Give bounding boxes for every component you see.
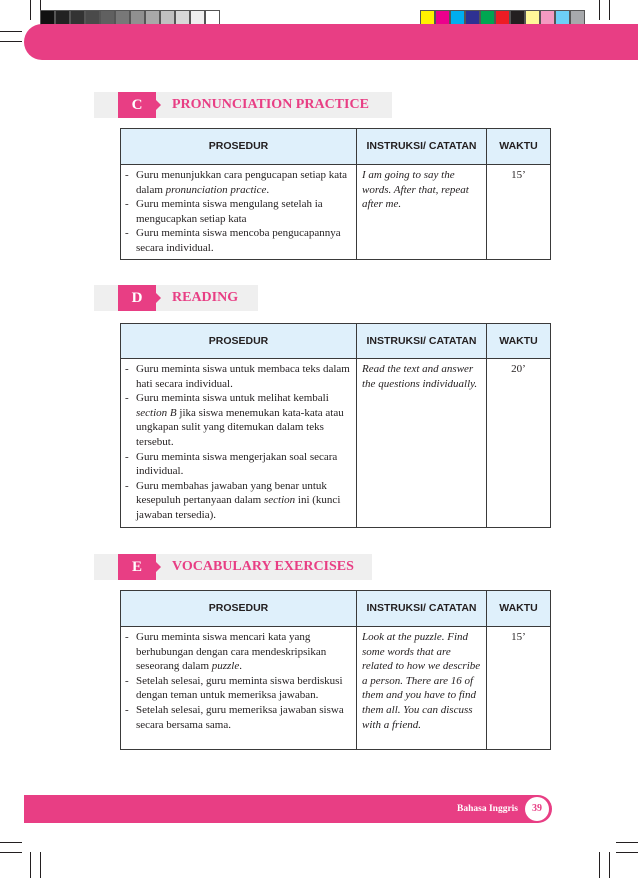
crop-mark — [609, 852, 610, 878]
header-waktu: WAKTU — [487, 591, 551, 627]
section-title: VOCABULARY EXERCISES — [172, 559, 354, 574]
chevron-right-icon — [156, 562, 161, 572]
crop-mark — [599, 0, 600, 20]
procedure-item: - Setelah selesai, guru meminta siswa berdiskusi dengan teman untuk memeriksa jawaban. — [125, 674, 352, 703]
procedure-cell — [121, 359, 357, 528]
lesson-table-d — [120, 323, 551, 528]
chevron-right-icon — [156, 100, 161, 110]
time-cell: 15’ — [487, 165, 551, 260]
lesson-table-c — [120, 128, 551, 260]
procedure-list — [125, 362, 352, 523]
instruction-cell: Read the text and answer the questions individually. — [357, 359, 487, 528]
footer-book-title: Bahasa Inggris — [457, 804, 518, 814]
procedure-cell — [121, 627, 357, 750]
header-waktu: WAKTU — [487, 129, 551, 165]
header-instruksi: INSTRUKSI/ CATATAN — [357, 324, 487, 359]
chevron-right-icon — [156, 293, 161, 303]
section-title: PRONUNCIATION PRACTICE — [172, 97, 369, 112]
section-heading-d — [94, 285, 258, 311]
section-title: READING — [172, 290, 239, 305]
crop-mark — [609, 0, 610, 20]
crop-mark — [0, 852, 22, 853]
section-letter: D — [118, 285, 156, 311]
procedure-item: - Guru meminta siswa mengulang setelah ia mengucapkan setiap kata — [125, 197, 352, 226]
procedure-list — [125, 630, 352, 732]
time-cell: 20’ — [487, 359, 551, 528]
procedure-item: - Guru membahas jawaban yang benar untuk kesepuluh pertanyaan dalam section ini (kunci jawaban tersedia). — [125, 479, 352, 523]
crop-mark — [30, 852, 31, 878]
procedure-cell — [121, 165, 357, 260]
procedure-item: - Guru meminta siswa untuk melihat kembali section B jika siswa menemukan kata-kata atau ungkapan sulit yang ditemukan dalam teks tersebut. — [125, 391, 352, 449]
header-prosedur: PROSEDUR — [121, 591, 357, 627]
section-letter: E — [118, 554, 156, 580]
section-letter: C — [118, 92, 156, 118]
crop-mark — [40, 852, 41, 878]
time-cell: 15’ — [487, 627, 551, 750]
procedure-item: - Guru meminta siswa untuk membaca teks dalam hati secara individual. — [125, 362, 352, 391]
crop-mark — [599, 852, 600, 878]
header-waktu: WAKTU — [487, 324, 551, 359]
header-instruksi: INSTRUKSI/ CATATAN — [357, 591, 487, 627]
crop-mark — [30, 0, 31, 20]
crop-mark — [0, 31, 22, 32]
instruction-cell: I am going to say the words. After that, repeat after me. — [357, 165, 487, 260]
section-heading-e — [94, 554, 372, 580]
header-prosedur: PROSEDUR — [121, 129, 357, 165]
procedure-item: - Guru meminta siswa mencoba pengucapannya secara individual. — [125, 226, 352, 255]
instruction-cell: Look at the puzzle. Find some words that are related to how we describe a person. There are 16 of them and you have to find them all. You can discuss with a friend. — [357, 627, 487, 750]
lesson-table-e — [120, 590, 551, 750]
header-band — [24, 24, 638, 60]
crop-mark — [0, 41, 22, 42]
procedure-item: - Guru meminta siswa mencari kata yang berhubungan dengan cara mendeskripsikan seseorang dalam puzzle. — [125, 630, 352, 674]
section-heading-c — [94, 92, 392, 118]
crop-mark — [616, 852, 638, 853]
procedure-item: - Guru meminta siswa mengerjakan soal secara individual. — [125, 450, 352, 479]
crop-mark — [616, 842, 638, 843]
header-instruksi: INSTRUKSI/ CATATAN — [357, 129, 487, 165]
header-prosedur: PROSEDUR — [121, 324, 357, 359]
crop-mark — [0, 842, 22, 843]
page-number: 39 — [525, 797, 549, 821]
procedure-list — [125, 168, 352, 256]
procedure-item: - Guru menunjukkan cara pengucapan setiap kata dalam pronunciation practice. — [125, 168, 352, 197]
procedure-item: - Setelah selesai, guru memeriksa jawaban siswa secara bersama sama. — [125, 703, 352, 732]
